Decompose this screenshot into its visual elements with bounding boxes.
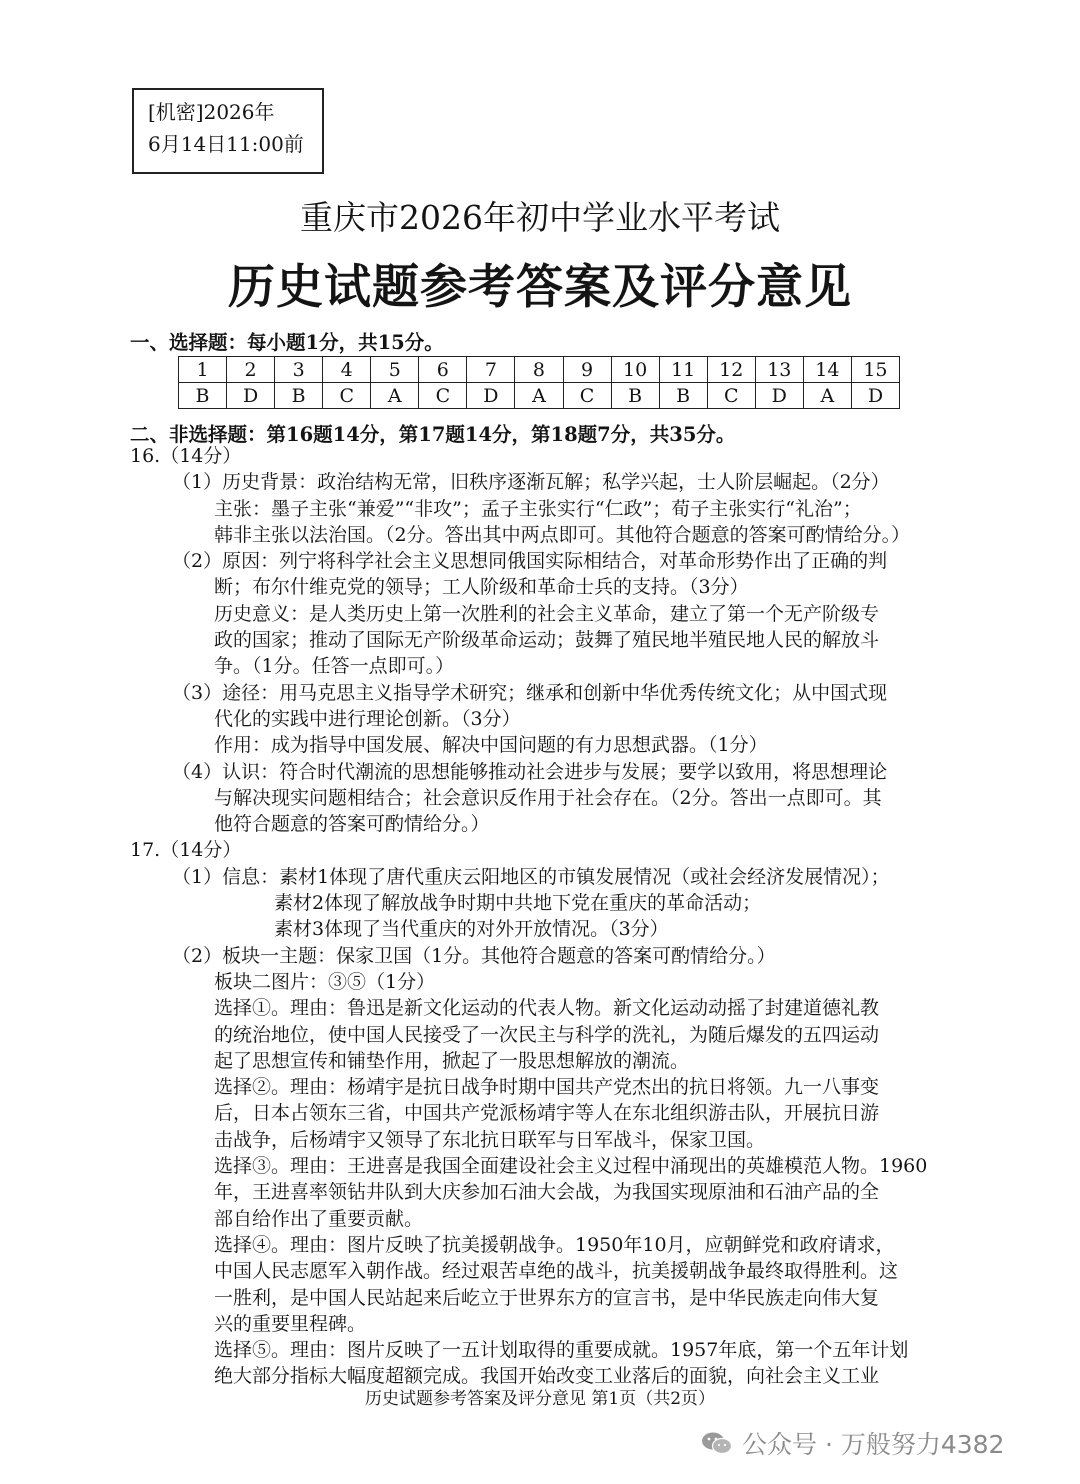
answer-cell: D xyxy=(851,383,899,409)
answer-line: 政的国家；推动了国际无产阶级革命运动；鼓舞了殖民地半殖民地人民的解放斗 xyxy=(214,629,880,652)
question-number-cell: 11 xyxy=(659,357,707,383)
answer-cell: D xyxy=(467,383,515,409)
answer-cell: A xyxy=(371,383,419,409)
answer-row xyxy=(179,383,900,409)
question-number-cell: 3 xyxy=(275,357,323,383)
document-subtitle: 历史试题参考答案及评分意见 xyxy=(228,260,852,315)
answer-cell: A xyxy=(803,383,851,409)
answer-line: 素材2体现了解放战争时期中共地下党在重庆的革命活动； xyxy=(274,892,762,915)
answer-line: 年，王进喜率领钻井队到大庆参加石油大会战，为我国实现原油和石油产品的全 xyxy=(214,1181,880,1204)
answer-line: 选择②。理由：杨靖宇是抗日战争时期中国共产党杰出的抗日将领。九一八事变 xyxy=(214,1076,880,1099)
question-number-cell: 7 xyxy=(467,357,515,383)
wechat-icon xyxy=(700,1431,734,1455)
answer-cell: B xyxy=(179,383,227,409)
answer-cell: B xyxy=(611,383,659,409)
question-number-cell: 8 xyxy=(515,357,563,383)
answer-line: 主张：墨子主张“兼爱”“非攻”；孟子主张实行“仁政”；荀子主张实行“礼治”； xyxy=(214,497,862,520)
question-number-cell: 13 xyxy=(755,357,803,383)
question-number-cell: 12 xyxy=(707,357,755,383)
answer-line: 素材3体现了当代重庆的对外开放情况。（3分） xyxy=(274,918,669,941)
watermark-text: 公众号 · 万般努力4382 xyxy=(742,1430,1005,1459)
question-number-cell: 10 xyxy=(611,357,659,383)
question-number-cell: 4 xyxy=(323,357,371,383)
question-number-cell: 1 xyxy=(179,357,227,383)
answer-line: 他符合题意的答案可酌情给分。） xyxy=(214,813,490,836)
confidential-line-1: [机密]2026年 xyxy=(148,100,275,124)
answer-line: 选择③。理由：王进喜是我国全面建设社会主义过程中涌现出的英雄模范人物。1960 xyxy=(214,1155,928,1178)
answer-line: （2）原因：列宁将科学社会主义思想同俄国实际相结合，对革命形势作出了正确的判 xyxy=(172,550,888,573)
answer-line: （1）历史背景：政治结构无常，旧秩序逐渐瓦解；私学兴起，士人阶层崛起。（2分） xyxy=(172,471,890,494)
answer-line: 部自给作出了重要贡献。 xyxy=(214,1207,424,1230)
answer-line: 代化的实践中进行理论创新。（3分） xyxy=(214,707,521,730)
question-number-cell: 14 xyxy=(803,357,851,383)
answer-cell: D xyxy=(227,383,275,409)
answer-cell: B xyxy=(659,383,707,409)
answer-line: 争。（1分。任答一点即可。） xyxy=(214,655,455,678)
question-number-cell: 2 xyxy=(227,357,275,383)
answer-line: 绝大部分指标大幅度超额完成。我国开始改变工业落后的面貌，向社会主义工业 xyxy=(214,1365,880,1388)
question-number-cell: 6 xyxy=(419,357,467,383)
answer-line: 选择⑤。理由：图片反映了一五计划取得的重要成就。1957年底，第一个五年计划 xyxy=(214,1339,909,1362)
question-16-heading: 16.（14分） xyxy=(130,445,242,467)
answer-cell: C xyxy=(707,383,755,409)
answer-line: 后，日本占领东三省，中国共产党派杨靖宇等人在东北组织游击队，开展抗日游 xyxy=(214,1102,880,1125)
answer-line: 选择④。理由：图片反映了抗美援朝战争。1950年10月，应朝鲜党和政府请求， xyxy=(214,1233,895,1256)
answer-table xyxy=(178,356,900,409)
answer-line: 板块二图片：③⑤（1分） xyxy=(214,970,436,993)
answer-line: 击战争，后杨靖宇又领导了东北抗日联军与日军战斗，保家卫国。 xyxy=(214,1128,766,1151)
confidential-stamp-box xyxy=(132,88,324,174)
question-number-cell: 15 xyxy=(851,357,899,383)
question-number-cell: 5 xyxy=(371,357,419,383)
answer-cell: D xyxy=(755,383,803,409)
answer-line: 兴的重要里程碑。 xyxy=(214,1312,367,1335)
answer-cell: C xyxy=(563,383,611,409)
answer-line: 一胜利，是中国人民站起来后屹立于世界东方的宣言书，是中华民族走向伟大复 xyxy=(214,1286,880,1309)
question-17-heading: 17.（14分） xyxy=(130,839,242,862)
section-2-heading: 二、非选择题：第16题14分，第17题14分，第18题7分，共35分。 xyxy=(130,423,736,446)
page-footer: 历史试题参考答案及评分意见 第1页（共2页） xyxy=(364,1389,716,1409)
answer-line: 的统治地位，使中国人民接受了一次民主与科学的洗礼，为随后爆发的五四运动 xyxy=(214,1023,880,1046)
answer-line: （1）信息：素材1体现了唐代重庆云阳地区的市镇发展情况（或社会经济发展情况）； xyxy=(172,865,890,888)
answer-cell: B xyxy=(275,383,323,409)
answer-body xyxy=(0,443,1080,1390)
answer-line: 起了思想宣传和铺垫作用，掀起了一股思想解放的潮流。 xyxy=(214,1049,690,1072)
answer-cell: C xyxy=(323,383,371,409)
exam-title: 重庆市2026年初中学业水平考试 xyxy=(300,198,780,237)
confidential-line-2: 6月14日11:00前 xyxy=(148,132,304,156)
answer-line: 选择①。理由：鲁迅是新文化运动的代表人物。新文化运动动摇了封建道德礼教 xyxy=(214,997,880,1020)
answer-line: 中国人民志愿军入朝作战。经过艰苦卓绝的战斗，抗美援朝战争最终取得胜利。这 xyxy=(214,1260,899,1283)
answer-line: （2）板块一主题：保家卫国（1分。其他符合题意的答案可酌情给分。） xyxy=(172,944,776,967)
answer-line: 与解决现实问题相结合；社会意识反作用于社会存在。（2分。答出一点即可。其 xyxy=(214,786,882,809)
watermark xyxy=(700,1428,1060,1458)
answer-cell: A xyxy=(515,383,563,409)
answer-line: 韩非主张以法治国。（2分。答出其中两点即可。其他符合题意的答案可酌情给分。） xyxy=(214,523,911,546)
question-number-cell: 9 xyxy=(563,357,611,383)
answer-cell: C xyxy=(419,383,467,409)
answer-line: 断；布尔什维克党的领导；工人阶级和革命士兵的支持。（3分） xyxy=(214,576,749,599)
answer-line: （4）认识：符合时代潮流的思想能够推动社会进步与发展；要学以致用，将思想理论 xyxy=(172,760,888,783)
section-1-heading: 一、选择题：每小题1分，共15分。 xyxy=(130,331,444,354)
answer-line: （3）途径：用马克思主义指导学术研究；继承和创新中华优秀传统文化；从中国式现 xyxy=(172,681,888,704)
question-number-row xyxy=(179,357,900,383)
answer-line: 历史意义：是人类历史上第一次胜利的社会主义革命，建立了第一个无产阶级专 xyxy=(214,602,880,625)
answer-line: 作用：成为指导中国发展、解决中国问题的有力思想武器。（1分） xyxy=(214,734,768,757)
